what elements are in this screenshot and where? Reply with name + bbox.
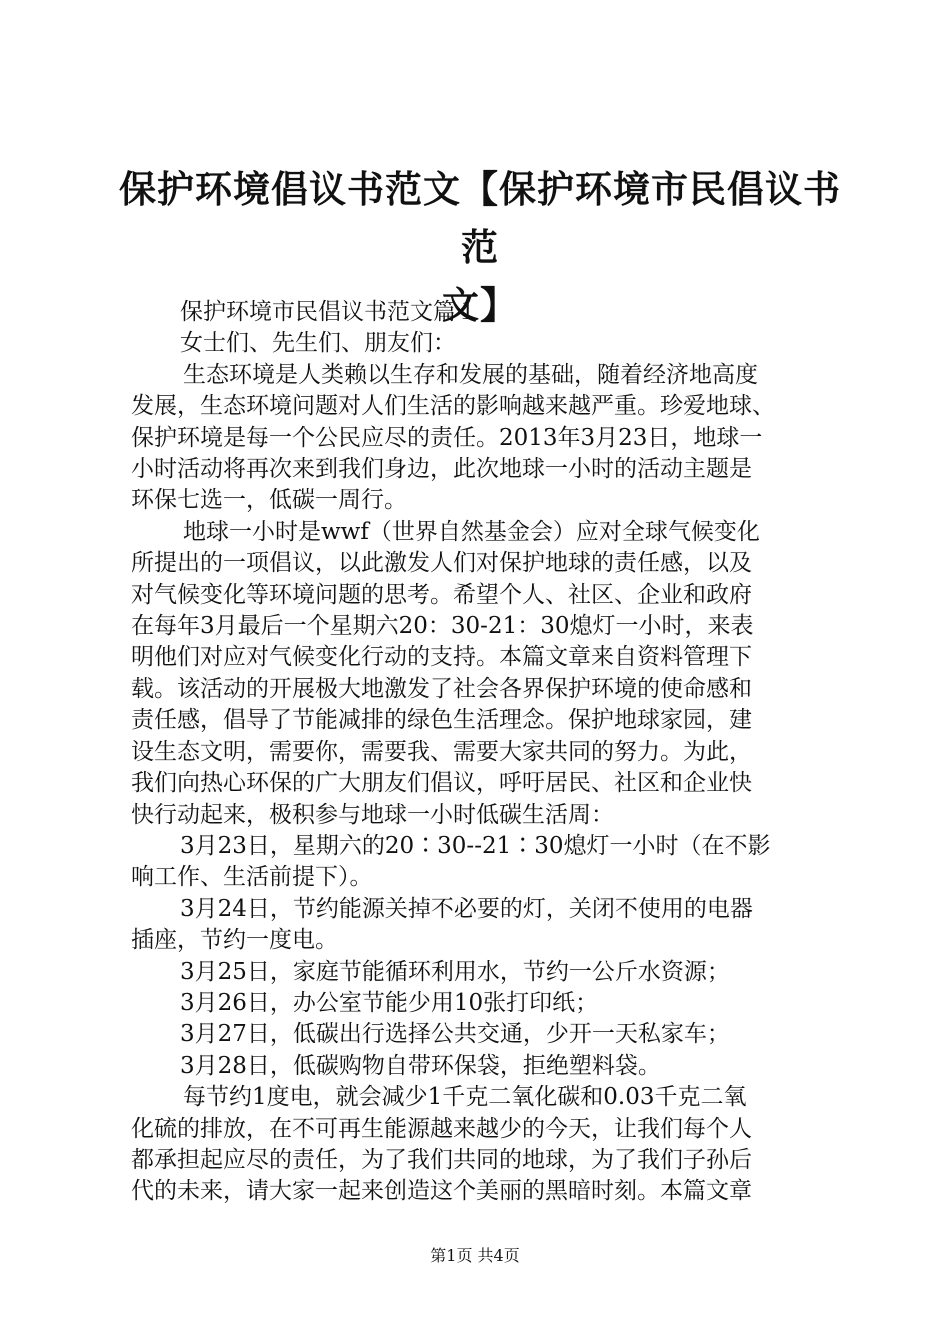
paragraph-line: 明他们对应对气候变化行动的支持。本篇文章来自资料管理下 [131,644,752,671]
document-body [131,297,831,1208]
title-line-1: 保护环境倡议书范文【保护环境市民倡议书范 [119,167,841,269]
schedule-item: 3月23日，星期六的20∶30--21∶30熄灯一小时（在不影 [180,832,771,859]
schedule-item: 3月25日，家庭节能循环利用水，节约一公斤水资源； [180,958,730,985]
paragraph-line: 保护环境是每一个公民应尽的责任。2013年3月23日，地球一 [131,424,763,451]
paragraph-line: 我们向热心环保的广大朋友们倡议，呼吁居民、社区和企业快 [131,770,752,797]
paragraph-line: 设生态文明，需要你，需要我、需要大家共同的努力。为此， [131,738,752,765]
paragraph-line: 对气候变化等环境问题的思考。希望个人、社区、企业和政府 [131,581,752,608]
schedule-item: 3月26日，办公室节能少用10张打印纸； [180,989,599,1016]
paragraph-line: 载。该活动的开展极大地激发了社会各界保护环境的使命感和 [131,675,752,702]
title-line-2: 文】 [442,283,518,327]
section-heading: 保护环境市民倡议书范文篇１ [180,299,479,325]
schedule-item-cont: 响工作、生活前提下）。 [131,864,373,891]
paragraph-line: 都承担起应尽的责任，为了我们共同的地球，为了我们子孙后 [131,1146,752,1173]
paragraph-line: 发展，生态环境问题对人们生活的影响越来越严重。珍爱地球、 [131,393,775,420]
paragraph-line: 代的未来，请大家一起来创造这个美丽的黑暗时刻。本篇文章 [131,1178,752,1205]
paragraph-line: 责任感，倡导了节能减排的绿色生活理念。保护地球家园，建 [131,707,752,734]
schedule-item-cont: 插座，节约一度电。 [131,927,338,954]
schedule-item: 3月27日，低碳出行选择公共交通，少开一天私家车； [180,1021,730,1048]
paragraph-line: 地球一小时是wwf（世界自然基金会）应对全球气候变化 [183,518,760,545]
page-footer: 第1页 共4页 [430,1246,520,1265]
salutation: 女士们、先生们、朋友们： [180,330,456,357]
schedule-item: 3月24日，节约能源关掉不必要的灯，关闭不使用的电器 [180,895,753,922]
paragraph-line: 每节约1度电，就会减少1千克二氧化碳和0.03千克二氧 [183,1084,747,1111]
paragraph-line: 小时活动将再次来到我们身边，此次地球一小时的活动主题是 [131,456,752,483]
paragraph-line: 在每年3月最后一个星期六20：30-21：30熄灯一小时，来表 [131,613,754,640]
paragraph-line: 环保七选一，低碳一周行。 [131,487,407,514]
paragraph-line: 化硫的排放，在不可再生能源越来越少的今天，让我们每个人 [131,1115,752,1142]
paragraph-line: 所提出的一项倡议，以此激发人们对保护地球的责任感，以及 [131,550,752,577]
schedule-item: 3月28日，低碳购物自带环保袋，拒绝塑料袋。 [180,1052,661,1079]
paragraph-line: 快行动起来，极积参与地球一小时低碳生活周： [131,801,614,828]
paragraph-line: 生态环境是人类赖以生存和发展的基础，随着经济地高度 [183,361,758,388]
